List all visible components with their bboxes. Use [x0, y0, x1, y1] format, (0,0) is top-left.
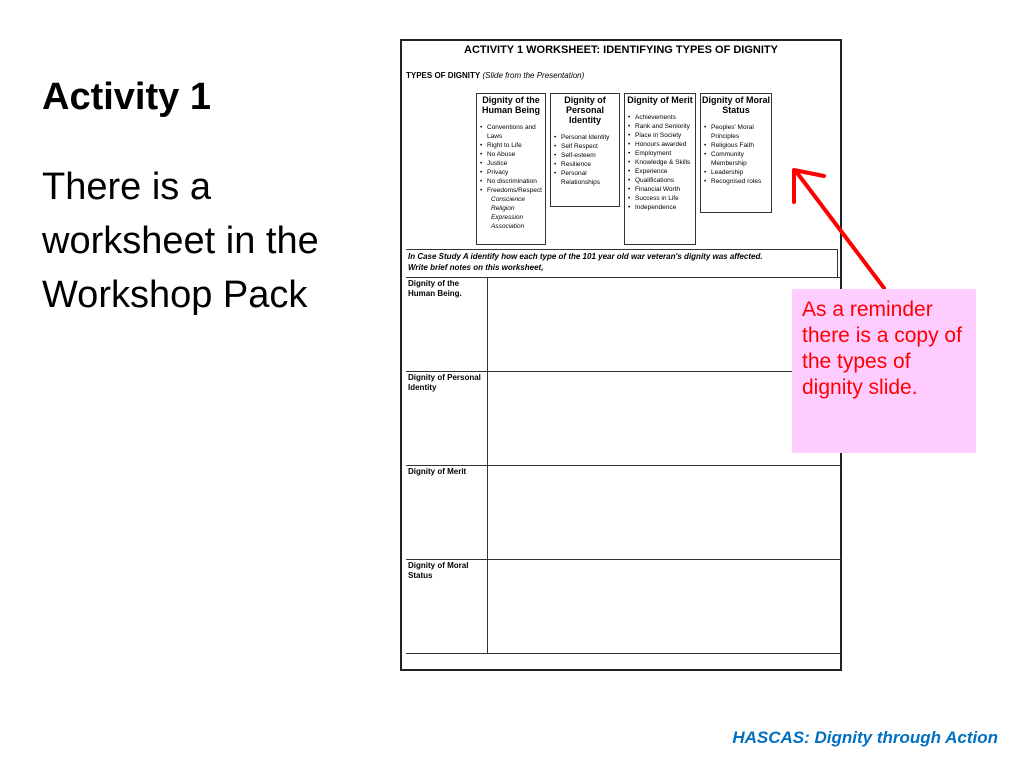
sub-item: Association	[491, 223, 525, 230]
list-item: • Freedoms/Respect	[487, 186, 545, 195]
list-item: • Place in Society	[635, 131, 695, 140]
list-item: • Knowledge & Skills	[635, 158, 695, 167]
worksheet-image	[400, 39, 842, 671]
types-note: (Slide from the Presentation)	[482, 71, 585, 80]
types-label: TYPES OF DIGNITY	[406, 71, 481, 80]
slide-body-line: Workshop Pack	[42, 274, 308, 316]
slide-body	[42, 160, 382, 322]
table-row	[406, 560, 842, 654]
dignity-box-merit	[624, 93, 696, 245]
dignity-box-human-being	[476, 93, 546, 245]
list-item: • Peoples' Moral Principles	[711, 123, 771, 141]
table-row	[406, 372, 842, 466]
list-item: • Community Membership	[711, 150, 771, 168]
list-item: • Achievements	[635, 113, 695, 122]
list-item: • Self Respect	[561, 142, 619, 151]
dignity-box-heading: Dignity of Moral Status	[702, 95, 770, 115]
table-row	[406, 466, 842, 560]
table-row	[406, 278, 842, 372]
list-item: • Honours awarded	[635, 140, 695, 149]
row-label: Dignity of the Human Being.	[406, 278, 488, 371]
list-item: • Rank and Seniority	[635, 122, 695, 131]
instruction-line: Write brief notes on this worksheet,	[408, 263, 544, 272]
worksheet-title: ACTIVITY 1 WORKSHEET: IDENTIFYING TYPES OF DIGNITY	[464, 44, 778, 56]
dignity-box-heading: Dignity of the Human Being	[481, 95, 540, 115]
freedoms-subitems	[477, 195, 545, 231]
sub-item: Expression	[491, 214, 524, 221]
slide-body-line: worksheet in the	[42, 220, 319, 262]
dignity-box-list	[701, 123, 771, 186]
list-item: • Conventions and Laws	[487, 123, 545, 141]
list-item: • Self-esteem	[561, 151, 619, 160]
slide-title: Activity 1	[42, 76, 211, 118]
list-item: • Qualifications	[635, 176, 695, 185]
list-item: • Privacy	[487, 168, 545, 177]
list-item: • Employment	[635, 149, 695, 158]
list-item: • Personal Relationships	[561, 169, 619, 187]
sub-item: Religion	[491, 205, 515, 212]
list-item: • Leadership	[711, 168, 771, 177]
row-label: Dignity of Merit	[406, 466, 488, 559]
pointer-arrow-icon	[780, 160, 900, 300]
dignity-box-heading: Dignity of Personal Identity	[564, 95, 606, 125]
worksheet-notes-table	[406, 277, 842, 654]
list-item: • Independence	[635, 203, 695, 212]
list-item: • Justice	[487, 159, 545, 168]
list-item: • Financial Worth	[635, 185, 695, 194]
row-label: Dignity of Moral Status	[406, 560, 488, 653]
dignity-box-personal-identity	[550, 93, 620, 207]
worksheet-instructions	[406, 249, 838, 277]
sub-item: Conscience	[491, 196, 525, 203]
list-item: • No Abuse	[487, 150, 545, 159]
dignity-box-moral-status	[700, 93, 772, 213]
list-item: • Recognised roles	[711, 177, 771, 186]
list-item: • Success in Life	[635, 194, 695, 203]
list-item: • No discrimination	[487, 177, 545, 186]
instruction-line: In Case Study A identify how each type of the 101 year old war veteran's dignity was affected.	[408, 252, 763, 261]
dignity-box-list	[551, 133, 619, 187]
list-item: • Experience	[635, 167, 695, 176]
row-label: Dignity of Personal Identity	[406, 372, 488, 465]
list-item: • Religious Faith	[711, 141, 771, 150]
list-item: • Resilience	[561, 160, 619, 169]
types-of-dignity-label	[406, 71, 584, 80]
footer-text: HASCAS: Dignity through Action	[732, 728, 998, 747]
list-item: • Personal Identity	[561, 133, 619, 142]
dignity-box-list	[625, 113, 695, 212]
dignity-box-list	[477, 123, 545, 195]
list-item: • Right to Life	[487, 141, 545, 150]
slide-body-line: There is a	[42, 166, 211, 208]
reminder-callout: As a reminder there is a copy of the types of dignity slide.	[792, 289, 976, 453]
dignity-box-heading: Dignity of Merit	[627, 95, 693, 105]
